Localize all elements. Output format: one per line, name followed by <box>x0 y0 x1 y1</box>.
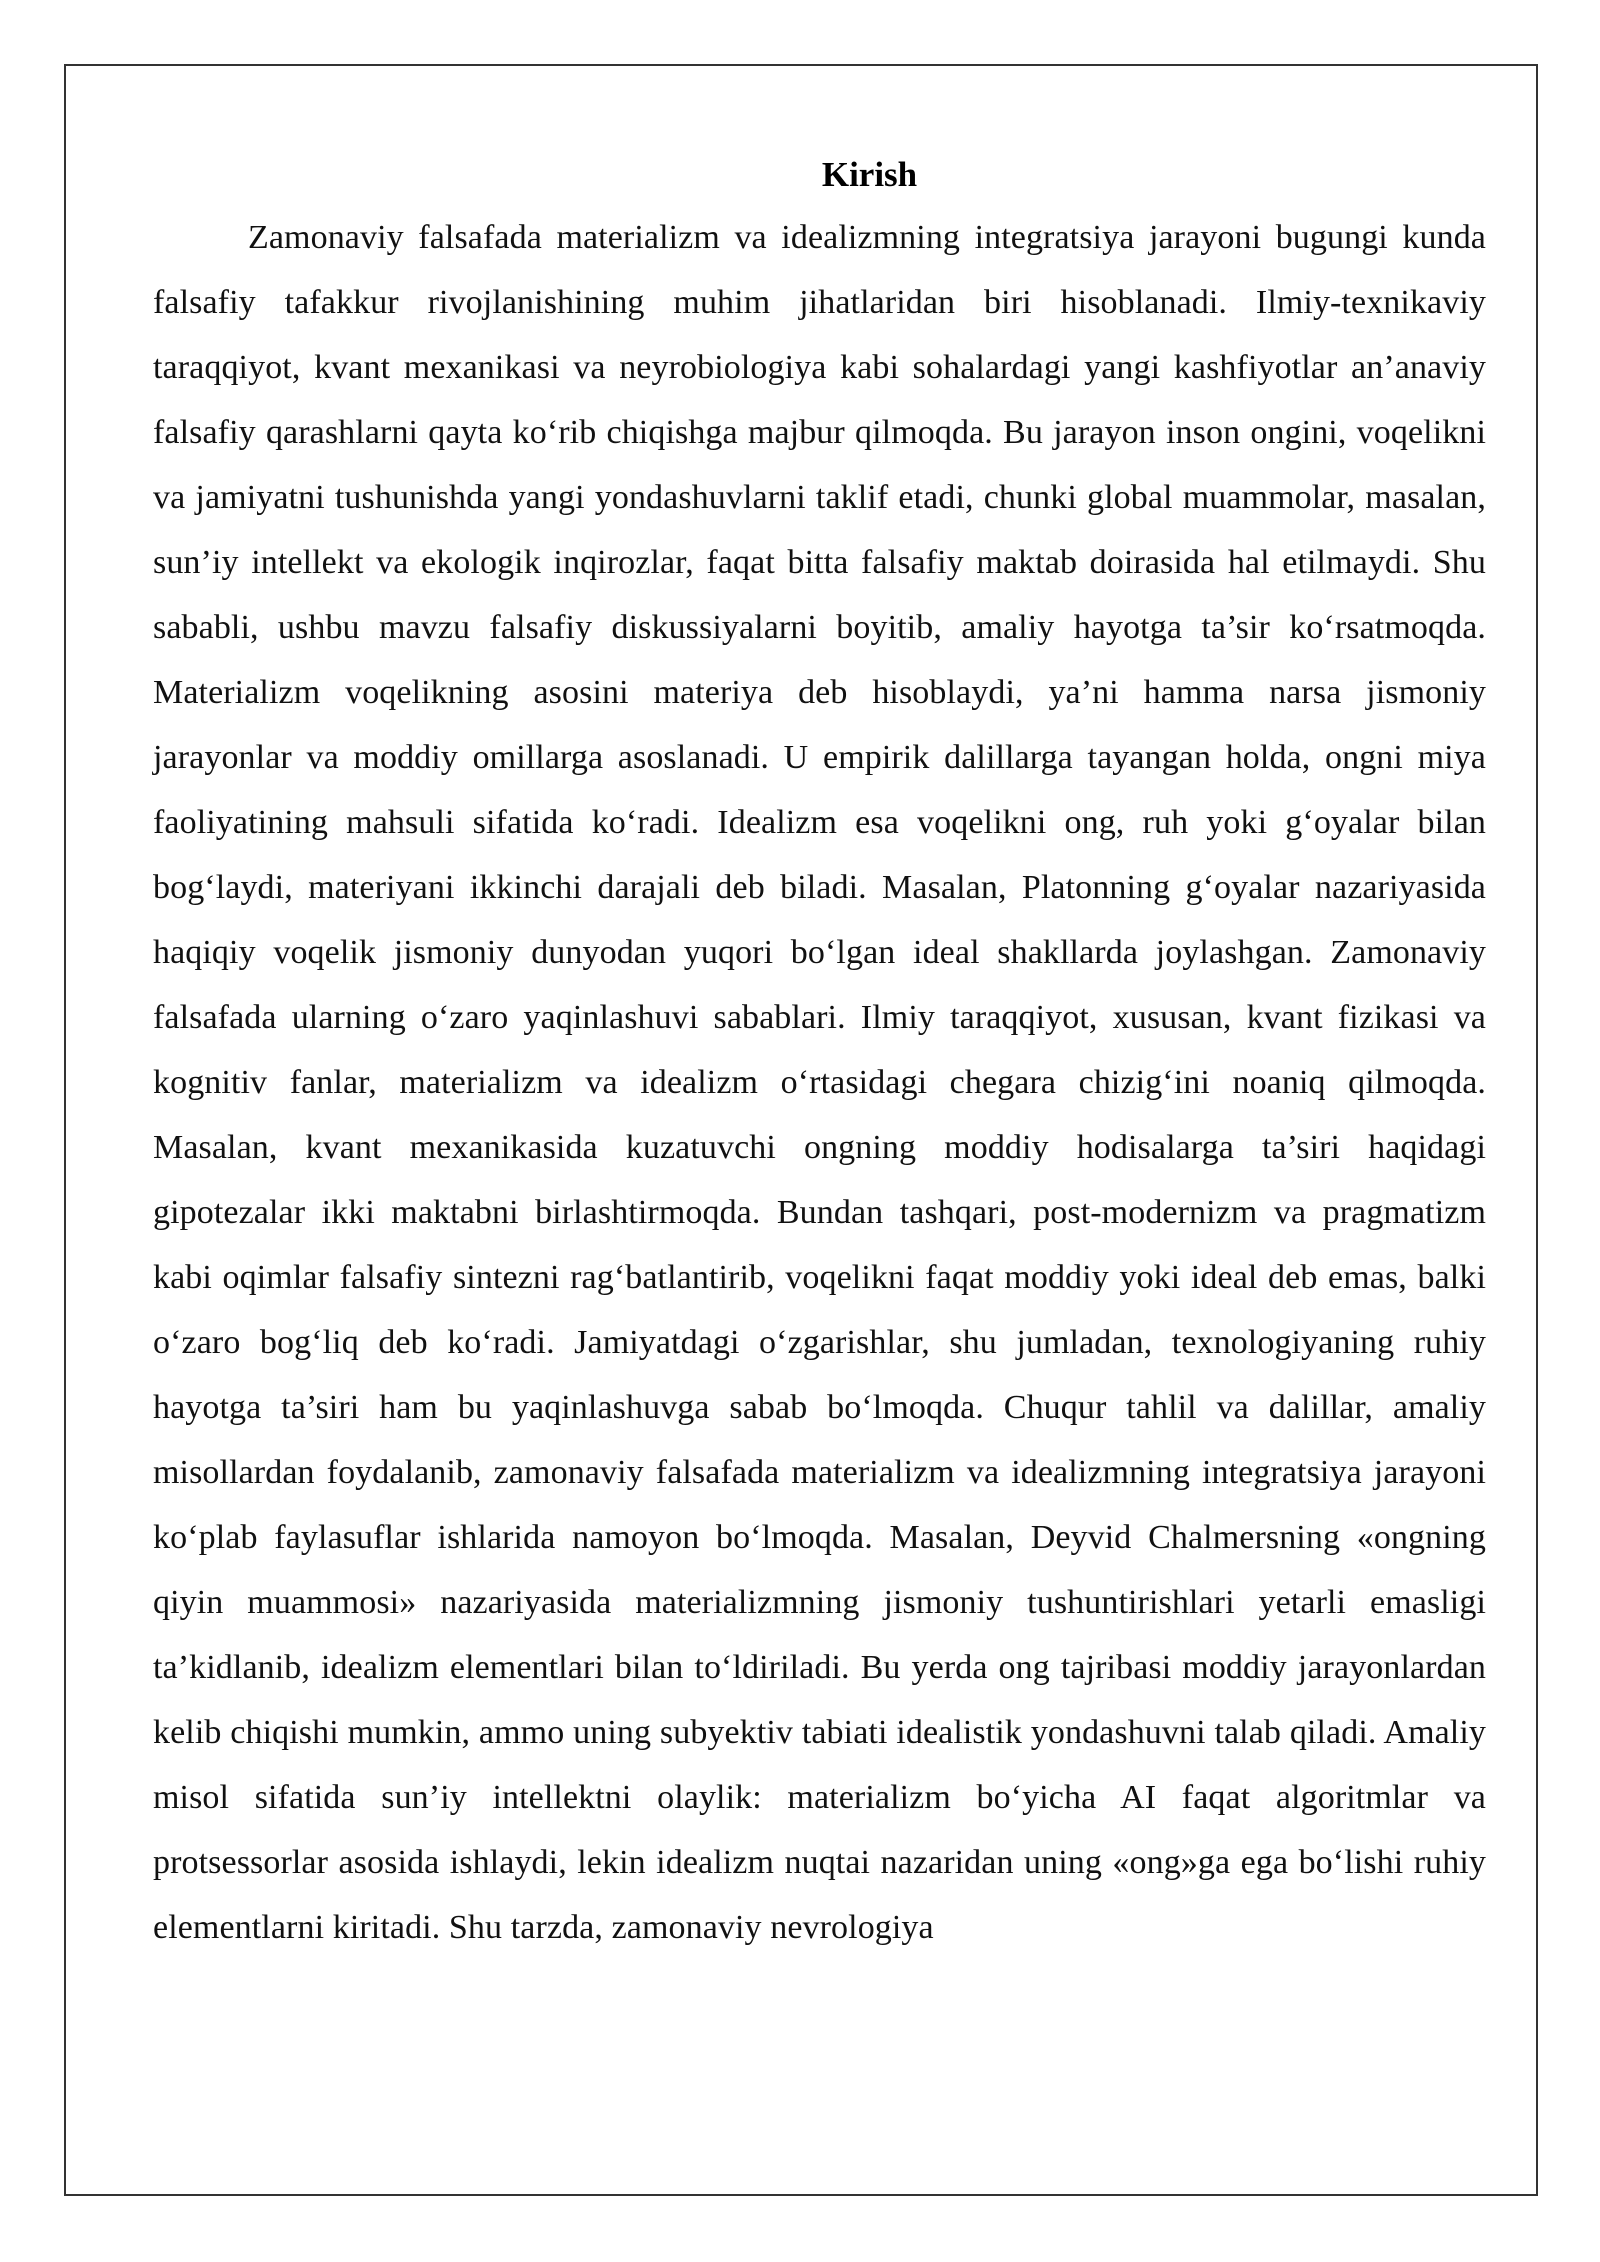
body-paragraph: Zamonaviy falsafada materializm va idealizmning integratsiya jarayoni bugungi kunda falsafiy tafakkur rivojlanishining muhim jihatlaridan biri hisoblanadi. Ilmiy-texnikaviy taraqqiyot, kvant mexanikasi va neyrobiologiya kabi sohalardagi yangi kashfiyotlar an’anaviy falsafiy qarashlarni qayta ko‘rib chiqishga majbur qilmoqda. Bu jarayon inson ongini, voqelikni va jamiyatni tushunishda yangi yondashuvlarni taklif etadi, chunki global muammolar, masalan, sun’iy intellekt va ekologik inqirozlar, faqat bitta falsafiy maktab doirasida hal etilmaydi. Shu sababli, ushbu mavzu falsafiy diskussiyalarni boyitib, amaliy hayotga ta’sir ko‘rsatmoqda. Materializm voqelikning asosini materiya deb hisoblaydi, ya’ni hamma narsa jismoniy jarayonlar va moddiy omillarga asoslanadi. U empirik dalillarga tayangan holda, ongni miya faoliyatining mahsuli sifatida ko‘radi. Idealizm esa voqelikni ong, ruh yoki g‘oyalar bilan bog‘laydi, materiyani ikkinchi darajali deb biladi. Masalan, Platonning g‘oyalar nazariyasida haqiqiy voqelik jismoniy dunyodan yuqori bo‘lgan ideal shakllarda joylashgan. Zamonaviy falsafada ularning o‘zaro yaqinlashuvi sabablari. Ilmiy taraqqiyot, xususan, kvant fizikasi va kognitiv fanlar, materializm va idealizm o‘rtasidagi chegara chizig‘ini noaniq qilmoqda. Masalan, kvant mexanikasida kuzatuvchi ongning moddiy hodisalarga ta’siri haqidagi gipotezalar ikki maktabni birlashtirmoqda. Bundan tashqari, post-modernizm va pragmatizm kabi oqimlar falsafiy sintezni rag‘batlantirib, voqelikni faqat moddiy yoki ideal deb emas, balki o‘zaro bog‘liq deb ko‘radi. Jamiyatdagi o‘zgarishlar, shu jumladan, texnologiyaning ruhiy hayotga ta’siri ham bu yaqinlashuvga sabab bo‘lmoqda. Chuqur tahlil va dalillar, amaliy misollardan foydalanib, zamonaviy falsafada materializm va idealizmning integratsiya jarayoni ko‘plab faylasuflar ishlarida namoyon bo‘lmoqda. Masalan, Deyvid Chalmersning «ongning qiyin muammosi» nazariyasida materializmning jismoniy tushuntirishlari yetarli emasligi ta’kidlanib, idealizm elementlari bilan to‘ldiriladi. Bu yerda ong tajribasi moddiy jarayonlardan kelib chiqishi mumkin, ammo uning subyektiv tabiati idealistik yondashuvni talab qiladi. Amaliy misol sifatida sun’iy intellektni olaylik: materializm bo‘yicha AI faqat algoritmlar va protsessorlar asosida ishlaydi, lekin idealizm nuqtai nazaridan uning «ong»ga ega bo‘lishi ruhiy elementlarni kiritadi. Shu tarzda, zamonaviy nevrologiya <box>153 219 1486 1946</box>
section-heading: Kirish <box>821 155 918 194</box>
document-body <box>153 145 1486 1960</box>
